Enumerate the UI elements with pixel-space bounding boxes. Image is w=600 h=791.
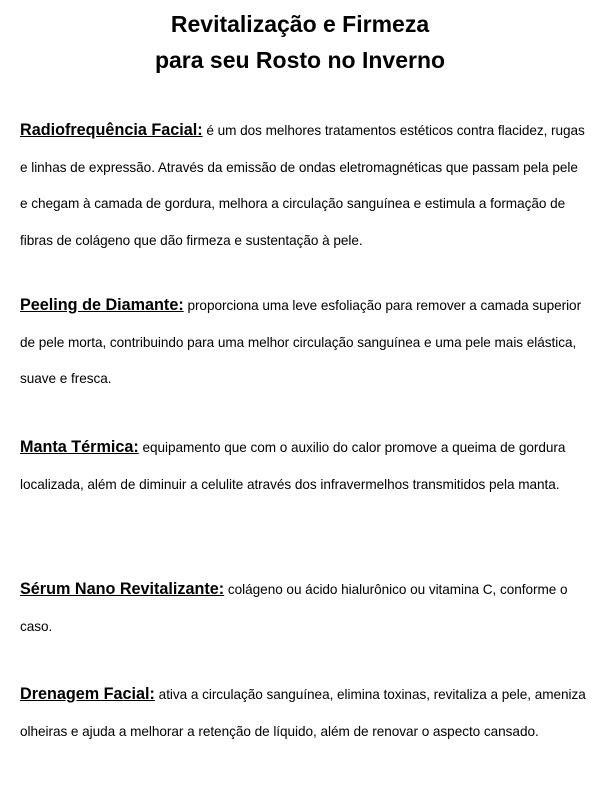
section-text: colágeno ou ácido hialurônico ou vitamina C, conforme o caso.	[20, 582, 568, 634]
section-serum-nano	[20, 571, 586, 645]
section-drenagem-facial	[20, 676, 586, 750]
section-term: Drenagem Facial:	[20, 685, 155, 703]
section-term: Radiofrequência Facial:	[20, 121, 203, 139]
section-term: Manta Térmica:	[20, 438, 139, 456]
section-term: Peeling de Diamante:	[20, 296, 184, 314]
section-text: é um dos melhores tratamentos estéticos contra flacidez, rugas e linhas de expressão. Através da emissão de ondas eletromagnéticas que passam pela pele e chegam à camada de gordura, melhora a circulação sanguínea e estimula a formação de fibras de colágeno que dão firmeza e sustentação à pele.	[20, 123, 585, 248]
section-text: equipamento que com o auxilio do calor promove a queima de gordura localizada, além de diminuir a celulite através dos infravermelhos transmitidos pela manta.	[20, 440, 566, 492]
title-line-2: para seu Rosto no Inverno	[154, 47, 446, 73]
section-peeling-diamante	[20, 287, 586, 398]
section-radiofrequencia	[20, 112, 586, 259]
section-text: ativa a circulação sanguínea, elimina toxinas, revitaliza a pele, ameniza olheiras e ajuda a melhorar a retenção de líquido, além de renovar o aspecto cansado.	[20, 687, 586, 739]
section-term: Sérum Nano Revitalizante:	[20, 580, 225, 598]
title-line-1: Revitalização e Firmeza	[170, 11, 430, 37]
section-text: proporciona uma leve esfoliação para remover a camada superior de pele morta, contribuindo para uma melhor circulação sanguínea e uma pele mais elástica, suave e fresca.	[20, 298, 582, 386]
page-title	[0, 6, 600, 78]
section-manta-termica	[20, 429, 586, 503]
